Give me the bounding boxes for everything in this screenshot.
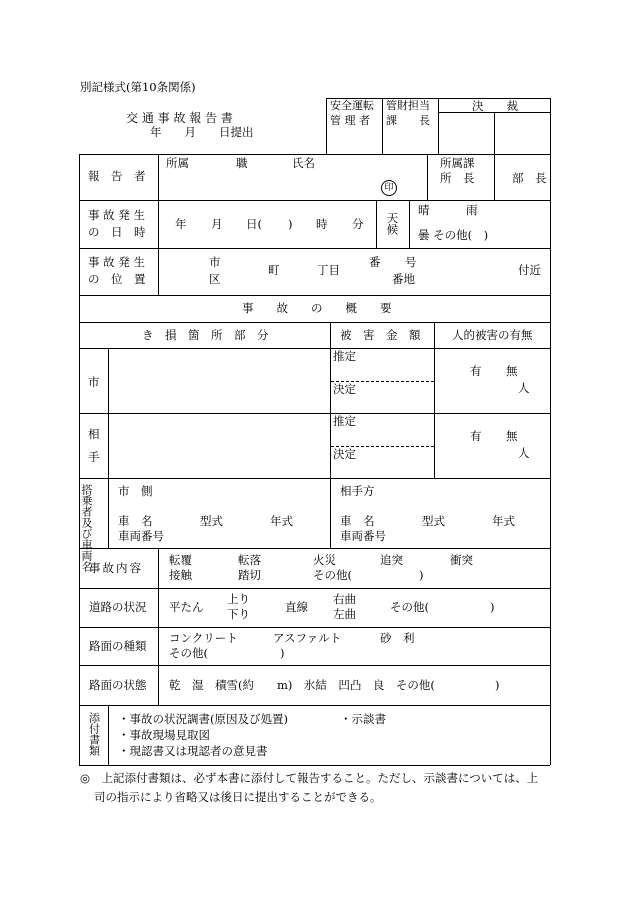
city-row-label: 市 [88,375,100,389]
note-line-2: 司の指示により省略又は後日に提出することができる。 [94,790,382,804]
other-vehicle-year: 年式 [492,514,515,528]
other-vehicle-model: 型式 [422,514,445,528]
town-label: 町 [268,263,280,277]
accident-fire: 火災 [313,553,336,567]
go-label: 号 [405,255,417,269]
accident-rear-end: 追突 [380,553,403,567]
city-injury-yes: 有 [470,364,482,378]
submission-date: 年 月 日提出 [150,125,254,139]
weather-rain: 雨 [466,203,478,217]
surface-other-close: ) [280,646,285,660]
name-label: 氏名 [292,156,315,170]
form-title: 交 通 事 故 報 告 書 [126,111,233,125]
finance-head-label: 管財担当 [386,99,430,112]
city-vehicle-name: 車 名 [118,514,153,528]
surface-state-options: 乾 湿 積雪(約 m) 氷結 凹凸 良 その他( [169,678,435,692]
other-row-label-bottom: 手 [88,450,100,464]
division-head-label: 部 長 [512,171,547,185]
accident-fall: 転落 [238,553,261,567]
year-label: 年 [175,217,187,231]
surface-type-label: 路面の種類 [89,639,147,653]
attachments-label: 添付書類 [87,712,101,756]
other-injury-no: 無 [506,429,518,443]
city-side-label: 市 側 [118,484,153,498]
road-right-curve: 右曲 [333,592,356,606]
city-injury-no: 無 [506,364,518,378]
city-vehicle-reg: 車両番号 [118,529,164,543]
other-injury-yes: 有 [470,429,482,443]
city-vehicle-year: 年式 [270,514,293,528]
road-uphill: 上り [227,592,250,606]
attachment-witness: ・現認書又は現認者の意見書 [118,744,268,758]
note-line-1: ◎ 上記添付書類は、必ず本書に添付して報告すること。ただし、示談書については、上 [80,771,539,785]
accident-type-label: 事故内容 [89,561,143,575]
minute-label: 分 [352,217,364,231]
summary-title: 事 故 の 概 要 [242,301,392,315]
city-vehicle-model: 型式 [200,514,223,528]
other-vehicle-name: 車 名 [340,514,375,528]
other-injury-persons: 人 [518,446,530,460]
vehicle-row-label-text: 搭乗者及び車両名 [80,484,93,572]
datetime-label-2: の 日 時 [88,225,146,239]
accident-collision: 衝突 [450,553,473,567]
dept-head-label: 所属課 [440,156,475,170]
road-straight: 直線 [285,600,308,614]
attachment-settlement: ・示談書 [340,712,386,726]
city-label: 市 [209,255,221,269]
day-close: ) [288,217,293,231]
other-side-label: 相手方 [340,484,375,498]
accident-overturn: 転覆 [169,553,192,567]
weather-sunny: 晴 [418,203,430,217]
city-decided: 決定 [333,382,356,396]
road-other: その他( [390,600,429,614]
other-row-label-top: 相 [88,427,100,441]
injury-header: 人的被害の有無 [452,328,533,342]
location-label: 事 故 発 生 [88,255,145,269]
safety-manager-label-2: 管 理 者 [330,114,370,127]
other-estimated: 推定 [333,414,356,428]
damage-amount-header: 被 害 金 額 [340,328,421,342]
road-left-curve: 左曲 [333,607,356,621]
city-estimated: 推定 [333,349,356,363]
damage-part-header: き 損 箇 所 部 分 [142,328,269,342]
safety-manager-label: 安全運転 [330,99,374,112]
surface-concrete: コンクリート [169,631,238,645]
finance-head-label-2: 課 長 [386,114,430,127]
ward-label: 区 [209,272,221,286]
chome-label: 丁目 [317,263,340,277]
day-label: 日( [246,217,262,231]
affiliation-label: 所属 [166,156,189,170]
accident-crossing: 踏切 [238,568,261,582]
hour-label: 時 [316,217,328,231]
surface-state-label: 路面の状態 [89,678,147,692]
datetime-label: 事 故 発 生 [88,208,145,222]
seal-mark: 印 [381,180,397,196]
month-label: 月 [211,217,223,231]
accident-contact: 接触 [169,568,192,582]
accident-other-close: ) [419,568,424,582]
dept-head-label-2: 所 長 [440,171,475,185]
reporter-label: 報 告 者 [88,169,146,183]
road-flat: 平たん [169,600,204,614]
vehicle-row-label [80,484,107,572]
city-injury-persons: 人 [518,381,530,395]
approval-label: 決 裁 [472,99,518,113]
banchi-label: 番地 [392,272,415,286]
surface-gravel: 砂 利 [380,631,415,645]
ban-label: 番 [369,255,381,269]
other-vehicle-reg: 車両番号 [340,529,386,543]
weather-label: 天候 [385,212,400,235]
road-downhill: 下り [227,607,250,621]
surface-state-close: ) [495,678,500,692]
location-label-2: の 位 置 [88,272,146,286]
surface-asphalt: アスファルト [273,631,342,645]
accident-other: その他( [313,568,352,582]
other-decided: 決定 [333,447,356,461]
road-condition-label: 道路の状況 [89,600,147,614]
road-other-close: ) [490,600,495,614]
attachment-status-report: ・事故の状況調書(原因及び処置) [118,712,288,726]
surface-other: その他( [169,646,208,660]
position-label: 職 [236,156,248,170]
vicinity-label: 付近 [518,263,541,277]
form-reference: 別記様式(第10条関係) [80,80,196,94]
attachment-site-sketch: ・事故現場見取図 [118,728,210,742]
weather-cloudy-other: 曇 その他( ) [418,228,489,242]
